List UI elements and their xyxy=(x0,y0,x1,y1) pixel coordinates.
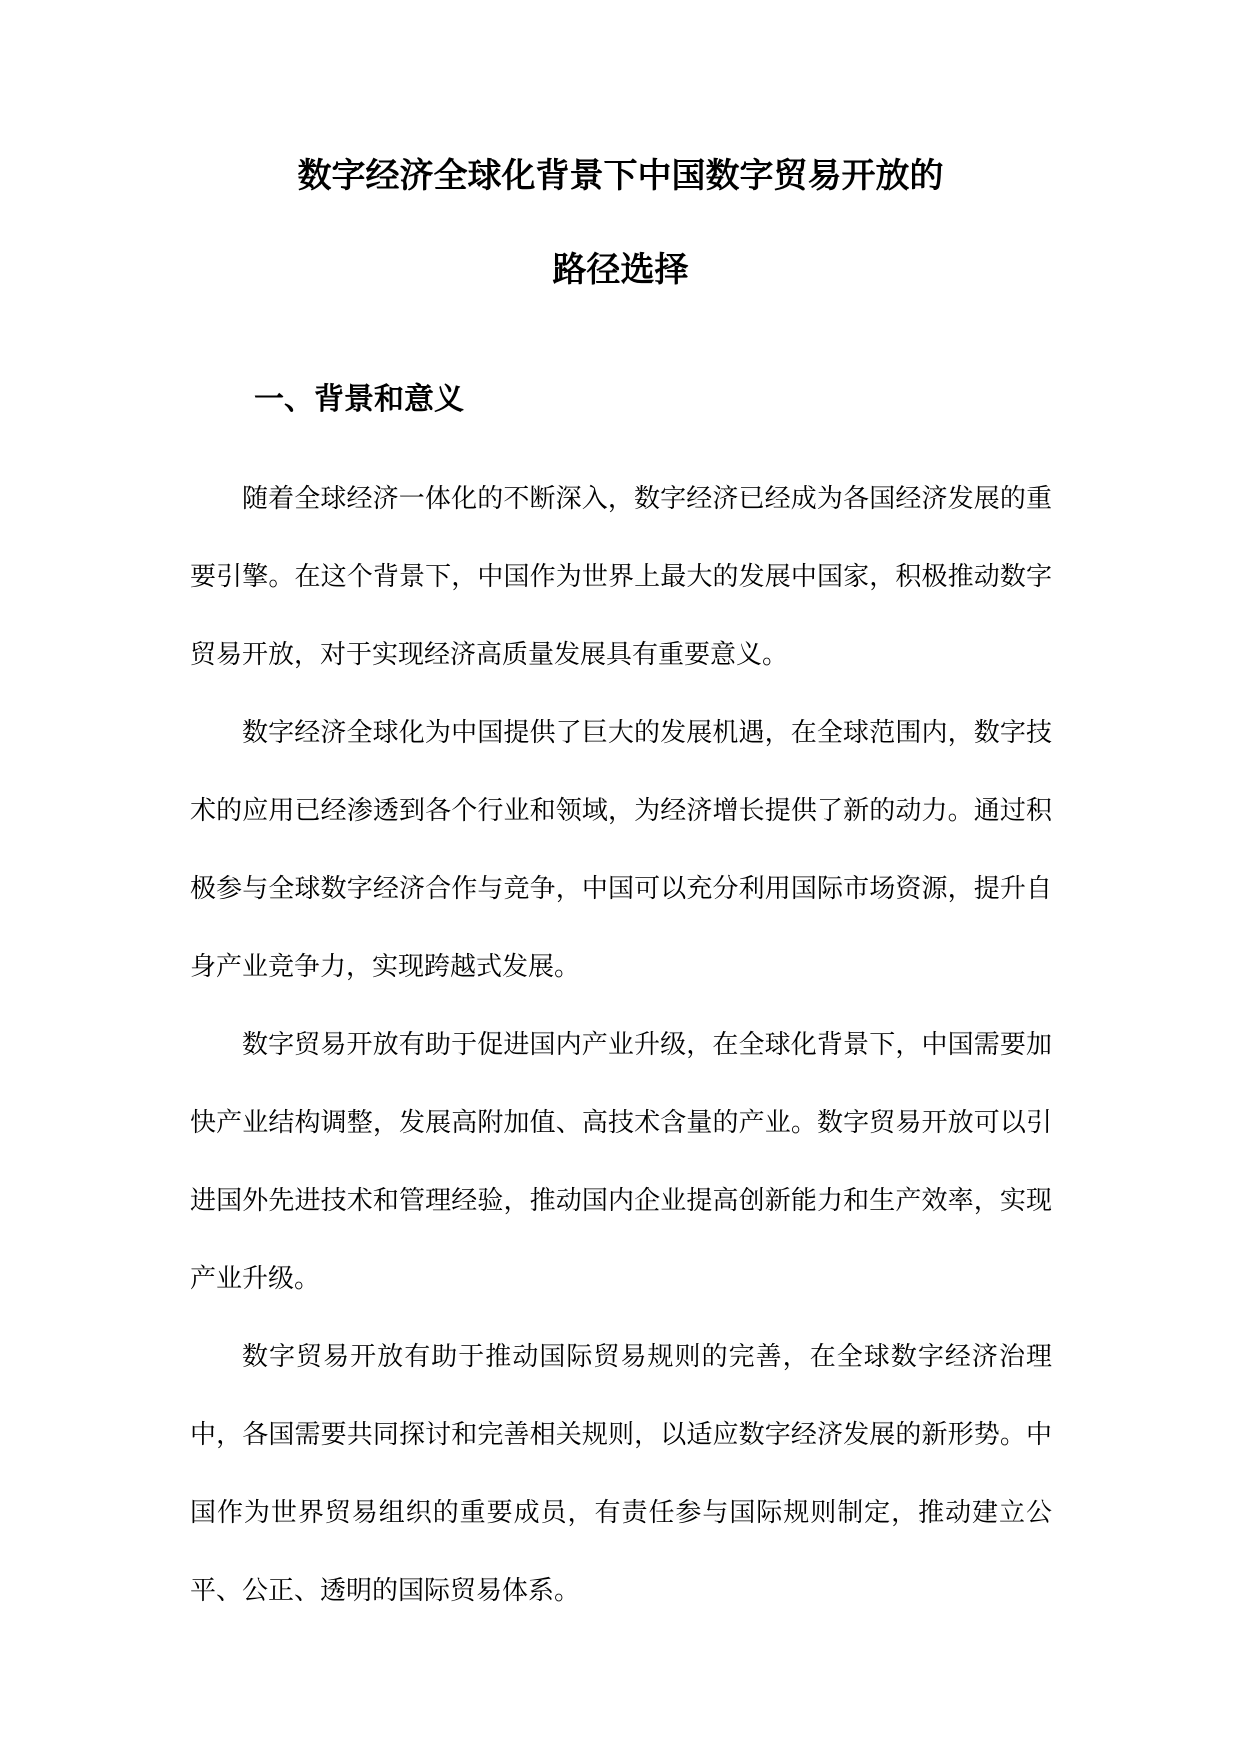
paragraph: 数字贸易开放有助于推动国际贸易规则的完善，在全球数字经济治理中，各国需要共同探讨和完善相关规则，以适应数字经济发展的新形势。中国作为世界贸易组织的重要成员，有责任参与国际规则制定，推动建立公平、公正、透明的国际贸易体系。 xyxy=(190,1342,1052,1606)
paragraph: 数字贸易开放有助于促进国内产业升级，在全球化背景下，中国需要加快产业结构调整，发展高附加值、高技术含量的产业。数字贸易开放可以引进国外先进技术和管理经验，推动国内企业提高创新能力和生产效率，实现产业升级。 xyxy=(190,1030,1052,1294)
section-heading-background: 一、背景和意义 xyxy=(254,382,464,417)
document-title-line-1: 数字经济全球化背景下中国数字贸易开放的 xyxy=(297,156,944,196)
document-title-line-2: 路径选择 xyxy=(552,250,689,290)
paragraph: 随着全球经济一体化的不断深入，数字经济已经成为各国经济发展的重要引擎。在这个背景下，中国作为世界上最大的发展中国家，积极推动数字贸易开放，对于实现经济高质量发展具有重要意义。 xyxy=(190,484,1052,670)
document-body xyxy=(190,460,1052,1630)
paragraph: 数字经济全球化为中国提供了巨大的发展机遇，在全球范围内，数字技术的应用已经渗透到各个行业和领域，为经济增长提供了新的动力。通过积极参与全球数字经济合作与竞争，中国可以充分利用国际市场资源，提升自身产业竞争力，实现跨越式发展。 xyxy=(190,718,1052,982)
